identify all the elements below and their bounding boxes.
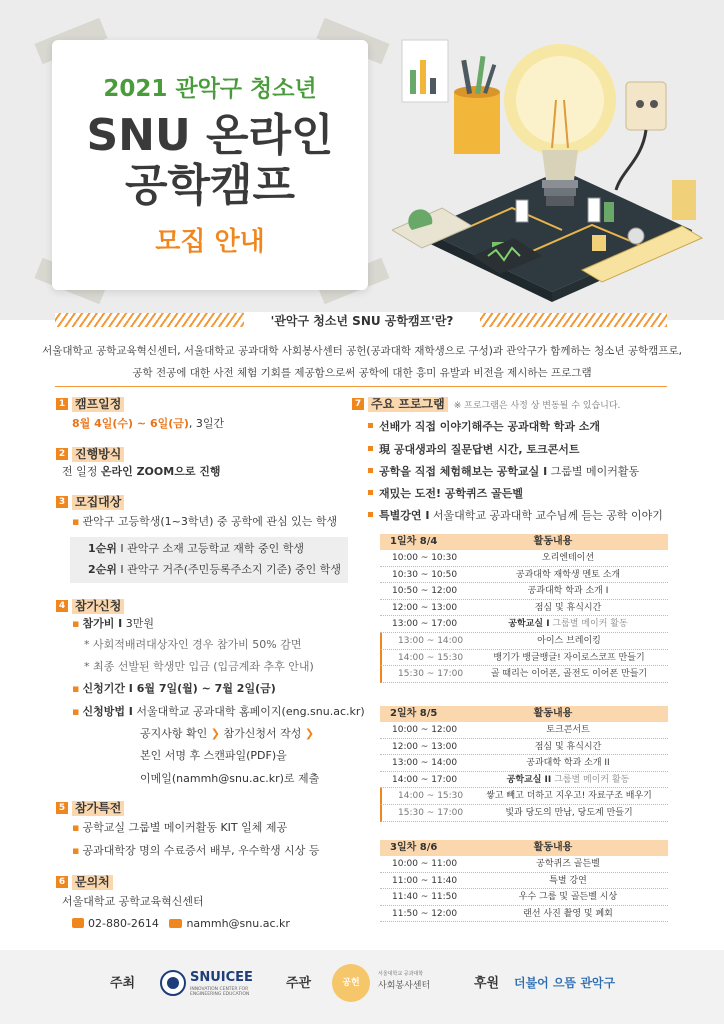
snu-emblem-icon	[160, 970, 186, 996]
program-extra: 서울대학교 공과대학 교수님께 듣는 공학 이야기	[429, 509, 663, 522]
row-activity: 빛과 당도의 만남, 당도계 만들기	[505, 807, 633, 818]
program-text: 재밌는 도전! 공학퀴즈 골든벨	[379, 487, 524, 500]
row-time: 15:30 ~ 17:00	[398, 807, 464, 818]
program-item	[368, 418, 600, 434]
row-time: 11:50 ~ 12:00	[392, 908, 458, 919]
row-time: 13:00 ~ 14:00	[392, 758, 458, 769]
section-number: 6	[56, 876, 68, 888]
row-activity: 공과대학 재학생 멘토 소개	[515, 569, 621, 580]
schedule-day2-table	[380, 706, 668, 822]
period-label: 신청기간 I	[82, 682, 133, 695]
row-activity-main: 공학교실 I	[508, 619, 550, 630]
sponsor-label: 후원	[474, 976, 500, 991]
table-row	[380, 805, 668, 822]
method-step-4: 이메일(nammh@snu.ac.kr)로 제출	[140, 772, 320, 785]
section-number: 4	[56, 600, 68, 612]
schedule-day3-table	[380, 840, 668, 922]
section-title: 진행방식	[72, 447, 124, 462]
bullet-icon: ▪	[72, 617, 80, 630]
table-row	[380, 788, 668, 805]
intro-text-line: 서울대학교 공학교육혁신센터, 서울대학교 공과대학 사회봉사센터 공헌(공과대학 재학생으로 구성)과 관악구가 함께하는 청소년 공학캠프로,	[42, 345, 682, 357]
benefit-1	[72, 820, 287, 836]
method-label: 신청방법 I	[82, 705, 133, 718]
target-description	[72, 514, 337, 530]
method-value: 온라인 ZOOM으로 진행	[100, 465, 221, 478]
bullet-icon	[368, 512, 373, 517]
program-text: 특별강연 I	[379, 509, 430, 522]
contact-phone[interactable]: 02-880-2614	[88, 917, 159, 930]
program-item	[368, 463, 639, 479]
section-header-schedule	[56, 396, 124, 412]
row-activity: 점심 및 휴식시간	[534, 741, 602, 752]
benefit-text: 공학교실 그룹별 메이커활동 KIT 일체 제공	[82, 821, 288, 834]
table-row	[380, 722, 668, 739]
footer-sponsors	[0, 950, 724, 1024]
fee-note-2: * 최종 선발된 학생만 입금 (입금계좌 추후 안내)	[84, 660, 314, 673]
chevron-right-icon: ❯	[304, 727, 315, 740]
camp-date-range: 8월 4일(수) ~ 6일(금)	[72, 417, 189, 430]
method-step-2b: 참가신청서 작성	[223, 727, 302, 740]
table-header	[380, 840, 668, 856]
table-row	[380, 633, 668, 650]
table-row	[380, 873, 668, 890]
row-time: 15:30 ~ 17:00	[398, 669, 464, 680]
bullet-icon: ▪	[72, 844, 80, 857]
row-time: 10:00 ~ 12:00	[392, 725, 458, 735]
table-row	[380, 906, 668, 923]
apply-period	[72, 681, 276, 697]
section-number: 2	[56, 448, 68, 460]
contact-org: 서울대학교 공학교육혁신센터	[62, 895, 204, 908]
table-row	[380, 650, 668, 667]
chevron-right-icon: ❯	[210, 727, 220, 740]
row-time: 11:40 ~ 11:50	[392, 892, 458, 903]
target-text: 관악구 고등학생(1~3학년) 중 공학에 관심 있는 학생	[82, 515, 338, 528]
hero-banner	[0, 0, 724, 320]
row-time: 14:00 ~ 15:30	[398, 652, 464, 663]
row-time: 11:00 ~ 11:40	[392, 875, 458, 886]
table-row	[380, 550, 668, 567]
priority-label: 1순위	[88, 542, 117, 555]
bullet-icon: ▪	[72, 705, 80, 718]
section-number: 3	[56, 496, 68, 508]
mail-icon	[169, 919, 182, 928]
column-label: 활동내용	[533, 842, 573, 853]
camp-dates	[72, 416, 224, 432]
table-row	[380, 583, 668, 600]
row-time: 14:00 ~ 17:00	[392, 774, 458, 785]
lightbulb-illustration	[392, 30, 708, 312]
section-header-contact	[56, 874, 113, 890]
title-main-line2: 공학캠프	[124, 160, 295, 211]
priority-text: I 관악구 거주(주민등록주소지 기준) 중인 학생	[116, 563, 341, 576]
priority-2	[88, 562, 341, 578]
fee-line	[72, 616, 154, 632]
bullet-icon: ▪	[72, 682, 80, 695]
bullet-icon	[368, 490, 373, 495]
title-subtitle: 모집 안내	[155, 227, 265, 257]
bullet-icon	[368, 423, 373, 428]
program-item	[368, 507, 663, 523]
section-title: 모집대상	[72, 495, 124, 510]
row-activity: 쌓고 빼고 더하고 지우고! 자료구조 배우기	[486, 791, 652, 802]
section-number: 5	[56, 802, 68, 814]
bullet-icon: ▪	[72, 821, 80, 834]
method-step-3: 본인 서명 후 스캔파일(PDF)을	[140, 749, 287, 762]
method-prefix: 전 일정	[62, 465, 101, 478]
organizer-label: 주관	[286, 976, 312, 991]
program-text: 現 공대생과의 질문답변 시간, 토크콘서트	[379, 443, 580, 456]
program-note: ※ 프로그램은 사정 상 변동될 수 있습니다.	[453, 400, 621, 411]
contact-info	[72, 916, 290, 932]
apply-steps	[140, 726, 314, 742]
row-activity	[468, 616, 668, 632]
row-activity: 랜선 사진 촬영 및 폐회	[523, 908, 613, 919]
row-activity	[468, 772, 668, 788]
program-text: 선배가 직접 이야기해주는 공과대학 학과 소개	[379, 420, 601, 433]
section-title: 주요 프로그램	[368, 397, 448, 412]
row-activity: 골 때리는 이어폰, 골전도 이어폰 만들기	[490, 669, 648, 680]
title-card	[52, 40, 368, 290]
column-label: 활동내용	[533, 708, 573, 719]
section-number: 1	[56, 398, 68, 410]
section-title: 문의처	[72, 875, 113, 890]
row-time: 12:00 ~ 13:00	[392, 741, 458, 752]
method-step-1: 서울대학교 공과대학 홈페이지(eng.snu.ac.kr)	[132, 705, 365, 718]
row-activity: 우수 그룹 및 골든벨 시상	[518, 892, 618, 903]
row-activity: 공학퀴즈 골든벨	[536, 859, 600, 869]
row-time: 10:00 ~ 11:00	[392, 859, 458, 869]
row-time: 10:30 ~ 10:50	[392, 569, 458, 580]
column-label: 활동내용	[533, 536, 573, 547]
day-label: 1일차 8/4	[390, 536, 438, 547]
benefit-text: 공과대학장 명의 수료증서 배부, 우수학생 시상 등	[82, 844, 320, 857]
table-row	[380, 889, 668, 906]
fee-value: 3만원	[122, 617, 155, 630]
program-item	[368, 441, 580, 457]
row-activity: 공과대학 학과 소개 I	[527, 586, 609, 597]
method-step-2a: 공지사항 확인	[140, 727, 208, 740]
section-number: 7	[352, 398, 364, 410]
intro-text-line: 공학 전공에 대한 사전 체험 기회를 제공함으로써 공학에 대한 흥미 유발과 비전을 제시하는 프로그램	[132, 367, 592, 379]
bullet-icon: ▪	[72, 515, 80, 528]
camp-method	[62, 464, 221, 480]
row-activity: 토크콘서트	[546, 725, 590, 735]
row-activity-extra: 그룹별 메이커 활동	[551, 774, 630, 785]
table-row	[380, 856, 668, 873]
organizer-logo	[332, 960, 452, 1010]
table-row	[380, 755, 668, 772]
intro-heading: '관악구 청소년 SNU 공학캠프'란?	[244, 312, 480, 330]
row-activity: 특별 강연	[549, 875, 587, 886]
host-logo-subtext: INNOVATION CENTER FOR ENGINEERING EDUCATION	[190, 987, 250, 997]
sponsor-logo	[514, 960, 634, 1010]
organizer-logo-mark: 공헌	[332, 964, 370, 1002]
section-header-programs	[352, 396, 620, 412]
program-item	[368, 485, 523, 501]
row-activity: 오리엔테이션	[541, 553, 595, 563]
bullet-icon	[368, 446, 373, 451]
camp-duration: , 3일간	[188, 417, 225, 430]
row-time: 13:00 ~ 14:00	[398, 635, 464, 646]
row-time: 10:00 ~ 10:30	[392, 553, 458, 563]
priority-text: I 관악구 소재 고등학교 재학 중인 학생	[116, 542, 305, 555]
program-text: 공학을 직접 체험해보는 공학교실 I	[379, 465, 548, 478]
table-row	[380, 772, 668, 789]
section-header-apply	[56, 598, 124, 614]
day-label: 2일차 8/5	[390, 708, 438, 719]
priority-label: 2순위	[88, 563, 117, 576]
organizer-name-line2: 사회봉사센터	[378, 981, 431, 991]
day-label: 3일차 8/6	[390, 842, 438, 853]
table-row	[380, 739, 668, 756]
table-header	[380, 534, 668, 550]
priority-1	[88, 541, 304, 557]
table-row	[380, 567, 668, 584]
section-title: 캠프일정	[72, 397, 124, 412]
row-time: 13:00 ~ 17:00	[392, 619, 458, 630]
row-activity-main: 공학교실 II	[506, 774, 552, 785]
fee-label: 참가비 I	[82, 617, 123, 630]
program-extra: 그룹별 메이커활동	[547, 465, 640, 478]
title-year: 2021 관악구 청소년	[103, 76, 317, 102]
host-logo-text: SNUICEE	[190, 970, 253, 985]
row-activity: 아이스 브레이킹	[537, 635, 601, 646]
row-time: 10:50 ~ 12:00	[392, 586, 458, 597]
row-activity: 뱅기가 뱅글뱅글! 자이로스코프 만들기	[493, 652, 645, 663]
apply-method	[72, 704, 365, 720]
intro-text	[20, 340, 704, 384]
title-main-line1: SNU 온라인	[86, 110, 334, 161]
bullet-icon	[368, 468, 373, 473]
fee-note-1: * 사회적배려대상자인 경우 참가비 50% 감면	[84, 638, 302, 651]
row-activity: 점심 및 휴식시간	[534, 602, 602, 613]
row-activity: 공과대학 학과 소개 II	[526, 758, 610, 769]
section-header-target	[56, 494, 124, 510]
contact-email[interactable]: nammh@snu.ac.kr	[186, 917, 290, 930]
section-title: 참가신청	[72, 599, 124, 614]
row-time: 12:00 ~ 13:00	[392, 602, 458, 613]
table-header	[380, 706, 668, 722]
table-row	[380, 600, 668, 617]
table-row	[380, 666, 668, 683]
section-header-method	[56, 446, 124, 462]
section-divider	[55, 386, 667, 387]
organizer-name-line1: 서울대학교 공과대학	[378, 971, 424, 977]
section-title: 참가특전	[72, 801, 124, 816]
period-value: 6월 7일(월) ~ 7월 2일(금)	[132, 682, 276, 695]
row-time: 14:00 ~ 15:30	[398, 791, 464, 802]
table-row	[380, 616, 668, 633]
section-header-benefits	[56, 800, 124, 816]
host-logo	[160, 960, 260, 1010]
host-label: 주최	[110, 976, 136, 991]
schedule-day1-table	[380, 534, 668, 683]
sponsor-logo-text: 더불어 으뜸 관악구	[514, 976, 616, 990]
row-activity-extra: 그룹별 메이커 활동	[549, 619, 628, 630]
phone-icon	[72, 918, 84, 928]
benefit-2	[72, 843, 319, 859]
